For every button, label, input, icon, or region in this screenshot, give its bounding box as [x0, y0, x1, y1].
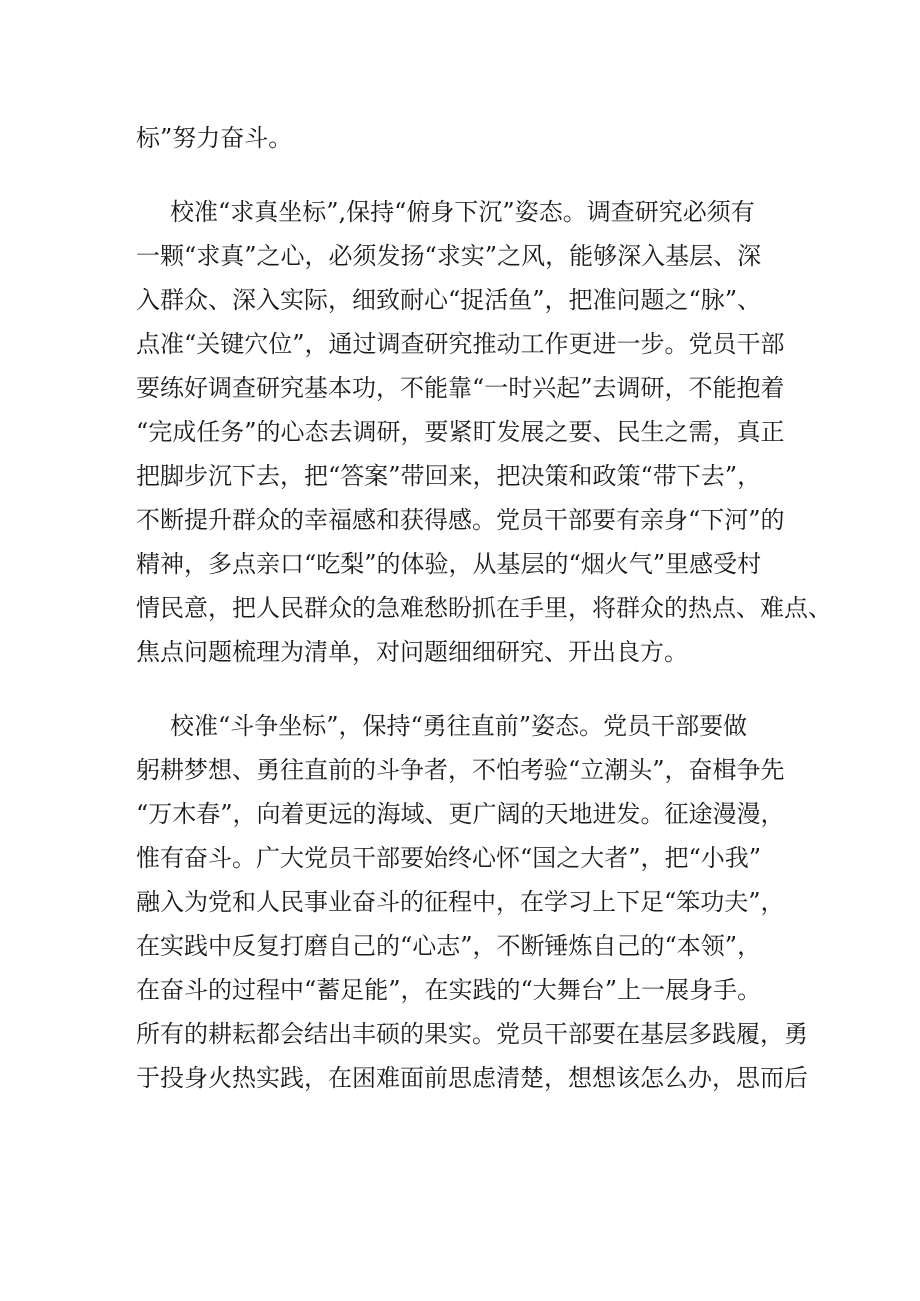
text-line: 一颗“求真”之心，必须发扬“求实”之风，能够深入基层、深	[136, 242, 762, 270]
paragraph-1-first-line: 校准“求真坐标”,保持“俯身下沉”姿态。调查研究必须有	[170, 198, 755, 226]
text-line: 精神，多点亲口“吃梨”的体验，从基层的“烟火气”里感受村	[136, 550, 762, 578]
text-line: 情民意，把人民群众的急难愁盼抓在手里，将群众的热点、难点、	[136, 594, 832, 622]
text-line: 躬耕梦想、勇往直前的斗争者，不怕考验“立潮头”，奋楫争先	[136, 756, 785, 784]
text-line: 融入为党和人民事业奋斗的征程中，在学习上下足“笨功夫”，	[136, 888, 785, 916]
text-line: “完成任务”的心态去调研，要紧盯发展之要、民生之需，真正	[136, 418, 785, 446]
text-line: 把脚步沉下去，把“答案”带回来，把决策和政策“带下去”，	[136, 462, 762, 490]
text-line: 惟有奋斗。广大党员干部要始终心怀“国之大者”，把“小我”	[136, 844, 762, 872]
text-line: 不断提升群众的幸福感和获得感。党员干部要有亲身“下河”的	[136, 506, 785, 534]
text-line: 点准“关键穴位”，通过调查研究推动工作更进一步。党员干部	[136, 330, 785, 358]
text-line: 标”努力奋斗。	[136, 124, 293, 152]
text-line: 在实践中反复打磨自己的“心志”，不断锤炼自己的“本领”，	[136, 932, 762, 960]
text-line: 要练好调查研究基本功，不能靠“一时兴起”去调研，不能抱着	[136, 374, 785, 402]
text-line: “万木春”，向着更远的海域、更广阔的天地进发。征途漫漫，	[136, 800, 785, 828]
text-line: 焦点问题梳理为清单，对问题细细研究、开出良方。	[136, 638, 688, 666]
text-line: 于投身火热实践，在困难面前思虑清楚，想想该怎么办，思而后	[136, 1064, 808, 1092]
text-line: 所有的耕耘都会结出丰硕的果实。党员干部要在基层多践履，勇	[136, 1020, 808, 1048]
text-line: 入群众、深入实际，细致耐心“捉活鱼”，把准问题之“脉”、	[136, 286, 762, 314]
text-line: 在奋斗的过程中“蓄足能”，在实践的“大舞台”上一展身手。	[136, 976, 762, 1004]
paragraph-2-first-line: 校准“斗争坐标”，保持“勇往直前”姿态。党员干部要做	[170, 712, 748, 740]
